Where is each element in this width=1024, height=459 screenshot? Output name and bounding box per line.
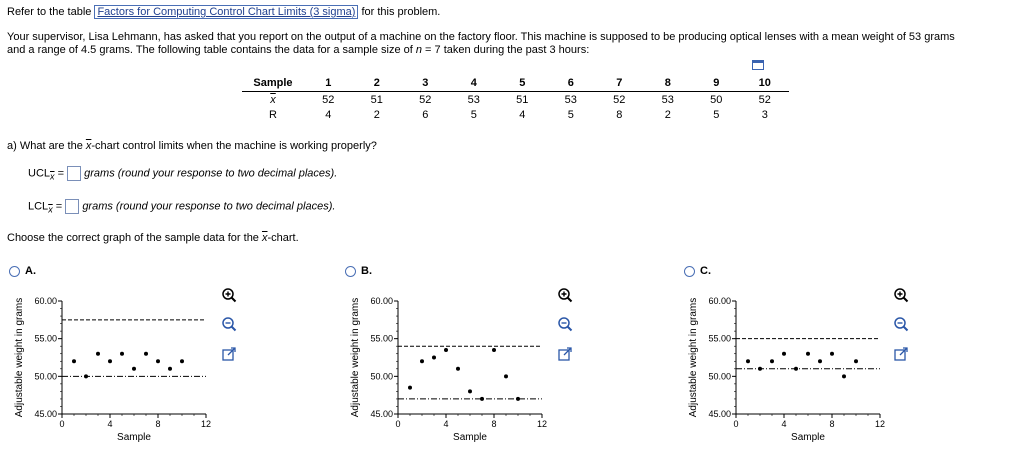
range-cell: 2 — [664, 109, 671, 121]
choose-suffix: -chart. — [267, 232, 299, 244]
data-point — [408, 386, 412, 390]
zoom-out-icon[interactable] — [557, 316, 573, 332]
option-c-label: C. — [700, 265, 711, 277]
y-tick-label: 50.00 — [370, 371, 393, 382]
sample-data-table — [242, 75, 789, 123]
option-c[interactable] — [684, 265, 711, 277]
problem-line-2 — [7, 44, 589, 56]
range-cell: 5 — [470, 109, 477, 121]
chart-svg — [674, 280, 1014, 456]
sample-col-8: 8 — [644, 75, 693, 91]
y-tick-label: 60.00 — [34, 296, 57, 306]
data-point — [854, 359, 858, 363]
ucl-eq: = — [57, 167, 65, 180]
question-a-prefix: a) What are the — [7, 140, 86, 152]
ucl-row — [28, 166, 337, 182]
option-b-label: B. — [361, 265, 372, 277]
ucl-hint: grams (round your response to two decimal places). — [84, 167, 338, 180]
y-tick-label: 55.00 — [34, 333, 57, 344]
y-tick-label: 50.00 — [34, 371, 57, 382]
range-cell: 3 — [761, 109, 768, 121]
intro-prefix: Refer to the table — [7, 6, 92, 18]
lcl-input[interactable] — [65, 199, 79, 214]
xbar-cell: 53 — [661, 93, 674, 106]
ucl-input[interactable] — [67, 166, 81, 181]
factors-table-link[interactable]: Factors for Computing Control Chart Limits (3 sigma) — [94, 5, 358, 19]
choose-prefix: Choose the correct graph of the sample data for the — [7, 232, 262, 244]
y-axis-label: Adjustable weight in grams — [14, 297, 25, 418]
data-point — [830, 352, 834, 356]
problem-line-2b: = 7 taken during the past 3 hours: — [422, 44, 590, 56]
data-point — [782, 352, 786, 356]
choose-graph-prompt — [7, 232, 299, 244]
xbar-cell: 52 — [758, 93, 771, 106]
data-point — [84, 374, 88, 378]
data-point — [770, 359, 774, 363]
x-tick-label: 0 — [395, 419, 401, 429]
x-tick-label: 12 — [536, 419, 548, 429]
range-cell: 8 — [616, 109, 623, 121]
option-a[interactable] — [9, 265, 36, 277]
xbar-cell: 53 — [564, 93, 577, 106]
choose-xbar: $\overline{x}$ — [261, 232, 268, 244]
sample-col-2: 2 — [353, 75, 402, 91]
x-tick-label: 4 — [781, 419, 787, 429]
range-cell: 6 — [422, 109, 429, 121]
y-tick-label: 60.00 — [708, 296, 731, 306]
range-cell: 5 — [713, 109, 720, 121]
question-a — [7, 140, 377, 152]
data-point — [468, 389, 472, 393]
xbar-cell: 52 — [419, 93, 432, 106]
chart-svg — [0, 280, 340, 456]
y-axis-label: Adjustable weight in grams — [350, 297, 361, 418]
data-point — [432, 356, 436, 360]
x-tick-label: 4 — [443, 419, 449, 429]
problem-line-1: Your supervisor, Lisa Lehmann, has asked that you report on the output of a machine on the factory floor. This machine is supposed to be producing optical lenses with a mean weight of 53 grams — [7, 31, 955, 43]
range-cell: 4 — [519, 109, 526, 121]
sample-col-3: 3 — [401, 75, 450, 91]
zoom-out-icon[interactable] — [221, 316, 237, 332]
sample-col-7: 7 — [595, 75, 644, 91]
x-tick-label: 0 — [59, 419, 65, 429]
data-point — [156, 359, 160, 363]
y-tick-label: 55.00 — [370, 333, 393, 344]
range-cell: 4 — [325, 109, 332, 121]
ucl-sub: x — [50, 171, 55, 182]
x-tick-label: 8 — [491, 419, 497, 429]
x-tick-label: 0 — [733, 419, 739, 429]
zoom-out-icon[interactable] — [893, 316, 909, 332]
x-axis-label: Sample — [117, 432, 151, 443]
table-header-sample: Sample — [242, 75, 304, 91]
lcl-label: LCL — [28, 200, 49, 213]
option-a-label: A. — [25, 265, 36, 277]
popout-icon[interactable] — [557, 346, 573, 362]
x-tick-label: 4 — [107, 419, 113, 429]
x-axis-label: Sample — [791, 432, 825, 443]
data-point — [758, 367, 762, 371]
problem-line-2a: and a range of 4.5 grams. The following table contains the data for a sample size of — [7, 44, 416, 56]
table-row-range — [242, 107, 789, 123]
y-axis-label: Adjustable weight in grams — [688, 297, 699, 418]
x-tick-label: 12 — [200, 419, 212, 429]
data-point — [120, 352, 124, 356]
zoom-in-icon[interactable] — [221, 287, 237, 303]
lcl-hint: grams (round your response to two decimal places). — [82, 200, 336, 213]
range-cell: 2 — [373, 109, 380, 121]
range-cell: 5 — [567, 109, 574, 121]
sample-col-6: 6 — [547, 75, 596, 91]
data-point — [180, 359, 184, 363]
y-tick-label: 60.00 — [370, 296, 393, 306]
question-a-suffix: -chart control limits when the machine is working properly? — [91, 140, 377, 152]
xbar-cell: 50 — [710, 93, 723, 106]
popout-icon[interactable] — [221, 346, 237, 362]
data-point — [168, 367, 172, 371]
row-head-range: R — [269, 109, 277, 121]
sample-col-10: 10 — [741, 75, 790, 91]
data-point — [108, 359, 112, 363]
xbar-cell: 51 — [516, 93, 529, 106]
data-point — [806, 352, 810, 356]
intro-suffix: for this problem. — [361, 6, 441, 18]
x-tick-label: 8 — [155, 419, 161, 429]
lcl-row — [28, 199, 335, 215]
data-point — [842, 374, 846, 378]
table-header-row — [242, 75, 789, 91]
option-b-radio[interactable] — [345, 266, 356, 277]
data-point — [492, 348, 496, 352]
y-tick-label: 45.00 — [34, 409, 57, 419]
option-c-radio[interactable] — [684, 266, 695, 277]
option-b[interactable] — [345, 265, 372, 277]
ucl-label: UCL — [28, 167, 51, 180]
xbar-cell: 52 — [322, 93, 335, 106]
sample-col-9: 9 — [692, 75, 741, 91]
y-tick-label: 55.00 — [708, 333, 731, 344]
data-point — [420, 359, 424, 363]
xbar-cell: 52 — [613, 93, 626, 106]
data-point — [480, 397, 484, 401]
row-head-xbar: $\overline{x}$ — [270, 93, 276, 106]
sample-col-1: 1 — [304, 75, 353, 91]
data-point — [794, 367, 798, 371]
popout-icon[interactable] — [893, 346, 909, 362]
y-tick-label: 45.00 — [708, 409, 731, 419]
zoom-in-icon[interactable] — [557, 287, 573, 303]
table-row-xbar — [242, 91, 789, 107]
data-point — [144, 352, 148, 356]
lcl-eq: = — [55, 200, 63, 213]
xbar-cell: 53 — [467, 93, 480, 106]
zoom-in-icon[interactable] — [893, 287, 909, 303]
lcl-sub: x — [48, 204, 53, 215]
xbar-cell: 51 — [370, 93, 383, 106]
x-axis-label: Sample — [453, 432, 487, 443]
sample-col-5: 5 — [498, 75, 547, 91]
chart-b — [336, 280, 676, 456]
y-tick-label: 45.00 — [370, 409, 393, 419]
data-point — [96, 352, 100, 356]
data-point — [516, 397, 520, 401]
data-point — [456, 367, 460, 371]
data-point — [818, 359, 822, 363]
data-point — [444, 348, 448, 352]
intro-line — [7, 6, 440, 18]
data-point — [746, 359, 750, 363]
data-point — [504, 374, 508, 378]
chart-c — [674, 280, 1014, 456]
data-point — [72, 359, 76, 363]
y-tick-label: 50.00 — [708, 371, 731, 382]
x-tick-label: 8 — [829, 419, 835, 429]
option-a-radio[interactable] — [9, 266, 20, 277]
chart-a — [0, 280, 340, 456]
copy-data-icon[interactable] — [752, 60, 764, 70]
question-a-xbar: $\overline{x}$ — [85, 140, 92, 152]
data-point — [132, 367, 136, 371]
x-tick-label: 12 — [874, 419, 886, 429]
problem-n: n — [415, 44, 422, 56]
sample-col-4: 4 — [450, 75, 499, 91]
chart-svg — [336, 280, 676, 456]
